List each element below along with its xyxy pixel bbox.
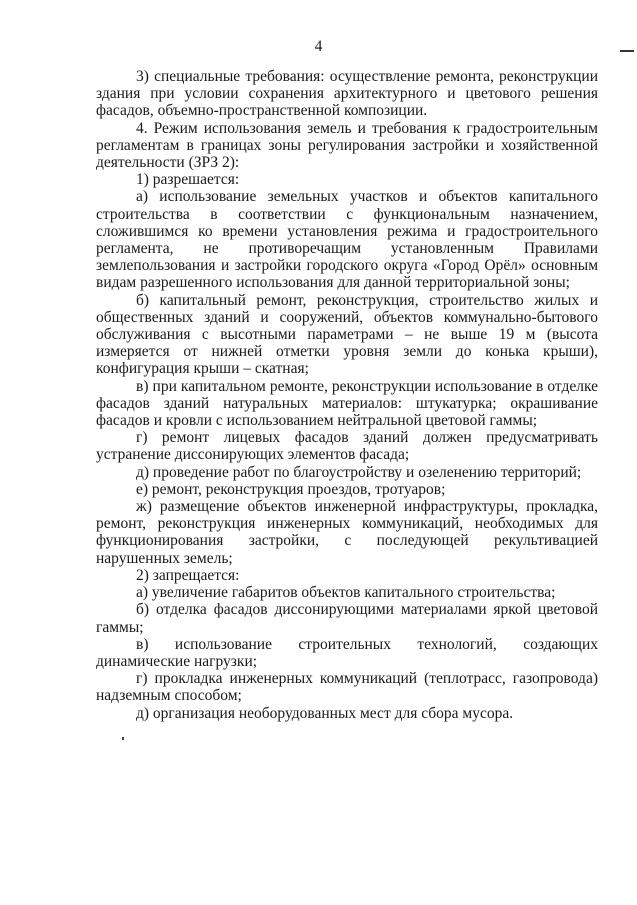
paragraph-permitted-heading: 1) разрешается: [136, 171, 240, 189]
page-number: 4 [314, 38, 323, 55]
paragraph-permitted-e: е) ремонт, реконструкция проездов, тротуаров; [136, 480, 446, 498]
scan-speck [122, 737, 124, 740]
paragraph-prohibited-v: в) использование строительных технологий, создающих динамические нагрузки; [96, 635, 598, 670]
paragraph-4-zone-regime: 4. Режим использования земель и требования к градостроительным регламентам в границах зоны регулирования застройки и хозяйственной деятельности (ЗРЗ 2): [96, 119, 598, 172]
paragraph-prohibited-d: д) организация необорудованных мест для сбора мусора. [136, 704, 514, 722]
paragraph-permitted-v: в) при капитальном ремонте, реконструкции использование в отделке фасадов зданий натуральных материалов: штукатурка; окрашивание фасадов и кровли с использованием нейтральной цветовой гаммы; [96, 377, 598, 430]
paragraph-prohibited-a: а) увеличение габаритов объектов капитального строительства; [136, 584, 556, 602]
scan-corner-mark [620, 50, 634, 52]
paragraph-3-special-requirements: 3) специальные требования: осуществление ремонта, реконструкции здания при условии сохранения архитектурного и цветового решения фасадов, объемно-пространственной композиции. [96, 68, 598, 120]
paragraph-prohibited-heading: 2) запрещается: [136, 566, 240, 584]
paragraph-permitted-zh: ж) размещение объектов инженерной инфраструктуры, прокладка, ремонт, реконструкция инженерных коммуникаций, необходимых для функционирования застройки, с последующей рекультивацией нарушенных земель; [96, 498, 598, 567]
paragraph-permitted-d: д) проведение работ по благоустройству и озеленению территорий; [136, 463, 582, 481]
paragraph-permitted-g: г) ремонт лицевых фасадов зданий должен предусматривать устранение диссонирующих элементов фасада; [96, 429, 598, 464]
paragraph-permitted-b: б) капитальный ремонт, реконструкция, строительство жилых и общественных зданий и сооружений, объектов коммунально-бытового обслуживания с высотными параметрами – не выше 19 м (высота измеряется от нижней отметки уровня земли до конька крыши), конфигурация крыши – скатная; [96, 291, 598, 378]
paragraph-prohibited-b: б) отделка фасадов диссонирующими материалами яркой цветовой гаммы; [96, 601, 598, 636]
document-body [96, 68, 598, 722]
paragraph-permitted-a: а) использование земельных участков и объектов капитального строительства в соответствии с функциональным назначением, сложившимся ко времени установления режима и градостроительного регламента, не противоречащим установленным Правилами землепользования и застройки городского округа «Город Орёл» основным видам разрешенного использования для данной территориальной зоны; [96, 188, 598, 292]
paragraph-prohibited-g: г) прокладка инженерных коммуникаций (теплотрасс, газопровода) надземным способом; [96, 670, 598, 705]
